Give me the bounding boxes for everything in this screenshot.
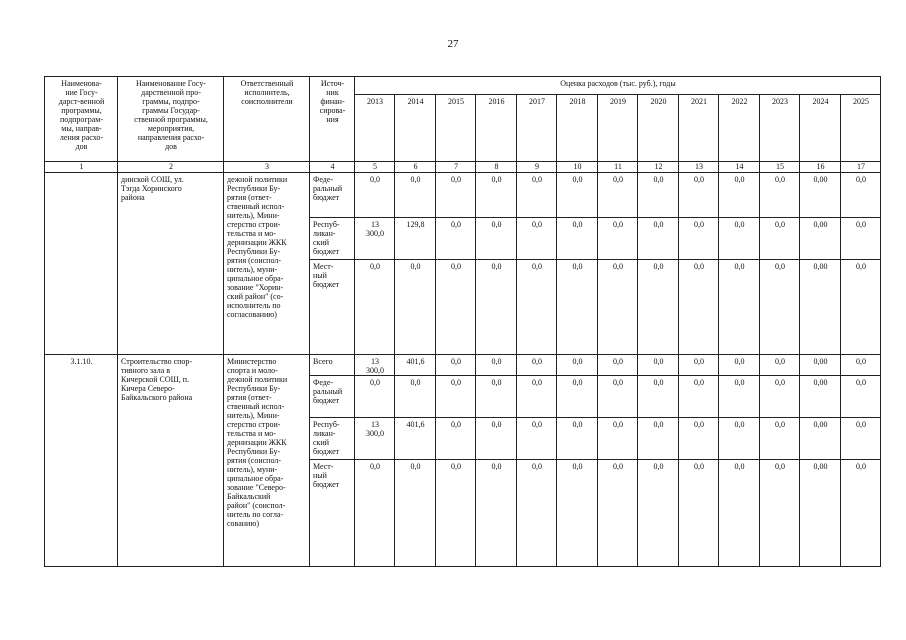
row-value: 0,00 <box>800 376 841 418</box>
column-number: 2 <box>118 162 224 173</box>
row-value: 0,0 <box>841 376 881 418</box>
row-funding-source: Феде- ральный бюджет <box>310 173 355 218</box>
row-value: 0,0 <box>557 173 598 218</box>
row-value: 0,0 <box>436 460 476 567</box>
row-value: 0,0 <box>841 418 881 460</box>
row-value: 0,0 <box>436 418 476 460</box>
column-number: 17 <box>841 162 881 173</box>
row-value: 0,0 <box>355 260 395 355</box>
row-value: 0,0 <box>679 218 719 260</box>
row-value: 0,00 <box>800 460 841 567</box>
row-value: 0,0 <box>679 376 719 418</box>
row-value: 0,0 <box>679 260 719 355</box>
row-code: 3.1.10. <box>45 355 118 567</box>
column-number: 7 <box>436 162 476 173</box>
header-year: 2019 <box>598 95 638 162</box>
header-executor: Ответственный исполнитель, соисполнители <box>224 77 310 162</box>
row-value: 0,0 <box>760 355 800 376</box>
row-value: 0,0 <box>395 173 436 218</box>
column-number: 14 <box>719 162 760 173</box>
row-value: 0,0 <box>598 418 638 460</box>
row-funding-source: Респуб- ликан- ский бюджет <box>310 418 355 460</box>
column-number: 1 <box>45 162 118 173</box>
row-value: 0,0 <box>679 418 719 460</box>
table-row <box>45 355 881 376</box>
row-value: 0,0 <box>598 460 638 567</box>
row-value: 401,6 <box>395 418 436 460</box>
row-value: 0,0 <box>719 460 760 567</box>
header-program-name: Наименова- ние Госу- дарст-венной программы, подпрограм- мы, направ- ления расхо- дов <box>45 77 118 162</box>
row-value: 0,0 <box>436 173 476 218</box>
row-value: 0,0 <box>436 376 476 418</box>
row-value: 0,0 <box>395 376 436 418</box>
row-value: 0,0 <box>841 218 881 260</box>
row-value: 0,0 <box>679 355 719 376</box>
column-number: 12 <box>638 162 679 173</box>
row-value: 401,6 <box>395 355 436 376</box>
row-value: 0,0 <box>517 173 557 218</box>
row-value: 0,0 <box>638 376 679 418</box>
header-year: 2013 <box>355 95 395 162</box>
row-value: 0,00 <box>800 218 841 260</box>
header-costs-title: Оценка расходов (тыс. руб.), годы <box>355 77 881 95</box>
row-value: 0,0 <box>760 218 800 260</box>
row-value: 0,0 <box>598 260 638 355</box>
row-value: 0,0 <box>395 460 436 567</box>
row-value: 0,0 <box>557 218 598 260</box>
row-value: 0,0 <box>476 376 517 418</box>
row-funding-source: Мест- ный бюджет <box>310 460 355 567</box>
row-value: 0,0 <box>719 376 760 418</box>
row-value: 129,8 <box>395 218 436 260</box>
column-number: 11 <box>598 162 638 173</box>
row-value: 0,0 <box>760 173 800 218</box>
column-number: 5 <box>355 162 395 173</box>
row-executor: Министерство спорта и моло- дежной политики Республики Бу- рятия (ответ- ственный испол- нитель), Мини- стерство строи- тельства и мо- дернизации ЖКК Республики Бу- рятия (соиспол- нитель), муни- ципальное обра- зование "Северо- Байкальский район" (соиспол- нитель по согла- сованию) <box>224 355 310 567</box>
row-value: 0,0 <box>679 460 719 567</box>
row-value: 0,0 <box>638 418 679 460</box>
row-value: 0,0 <box>638 260 679 355</box>
row-value: 0,0 <box>557 376 598 418</box>
row-value: 0,0 <box>598 218 638 260</box>
column-number: 13 <box>679 162 719 173</box>
header-year: 2017 <box>517 95 557 162</box>
row-value: 0,00 <box>800 173 841 218</box>
row-value: 0,0 <box>719 260 760 355</box>
row-value: 0,0 <box>476 355 517 376</box>
row-value: 0,0 <box>517 260 557 355</box>
header-year: 2014 <box>395 95 436 162</box>
column-number: 8 <box>476 162 517 173</box>
row-value: 0,0 <box>719 173 760 218</box>
row-value: 0,0 <box>557 260 598 355</box>
row-funding-source: Респуб- ликан- ский бюджет <box>310 218 355 260</box>
header-year: 2023 <box>760 95 800 162</box>
column-number: 3 <box>224 162 310 173</box>
header-funding-source: Источ- ник финан- сирова- ния <box>310 77 355 162</box>
row-value: 0,0 <box>598 376 638 418</box>
column-number: 6 <box>395 162 436 173</box>
row-value: 13 300,0 <box>355 355 395 376</box>
row-value: 0,0 <box>598 355 638 376</box>
row-value: 0,0 <box>395 260 436 355</box>
row-value: 0,0 <box>679 173 719 218</box>
row-value: 0,0 <box>760 418 800 460</box>
row-value: 0,0 <box>760 376 800 418</box>
row-value: 0,0 <box>638 460 679 567</box>
row-value: 0,00 <box>800 418 841 460</box>
row-value: 0,0 <box>638 173 679 218</box>
row-value: 0,00 <box>800 260 841 355</box>
row-value: 0,0 <box>517 418 557 460</box>
row-value: 0,0 <box>436 355 476 376</box>
row-value: 0,0 <box>638 355 679 376</box>
row-value: 0,0 <box>719 218 760 260</box>
row-value: 0,0 <box>517 355 557 376</box>
row-funding-source: Мест- ный бюджет <box>310 260 355 355</box>
row-value: 13 300,0 <box>355 418 395 460</box>
row-value: 0,0 <box>719 355 760 376</box>
row-value: 0,0 <box>476 260 517 355</box>
row-value: 0,0 <box>436 218 476 260</box>
header-year: 2016 <box>476 95 517 162</box>
row-value: 0,0 <box>841 173 881 218</box>
header-year: 2018 <box>557 95 598 162</box>
row-value: 0,0 <box>436 260 476 355</box>
row-value: 0,0 <box>476 418 517 460</box>
row-value: 13 300,0 <box>355 218 395 260</box>
row-event-name: динской СОШ, ул. Тэгда Хоринского района <box>118 173 224 355</box>
row-value: 0,0 <box>476 460 517 567</box>
header-event-name: Наименование Госу- дарственной про- граммы, подпро- граммы Государ- ственной программы, мероприятия, направления расхо- дов <box>118 77 224 162</box>
row-value: 0,0 <box>841 260 881 355</box>
table-row <box>45 173 881 218</box>
column-number: 10 <box>557 162 598 173</box>
row-value: 0,0 <box>517 376 557 418</box>
column-number: 15 <box>760 162 800 173</box>
row-funding-source: Всего <box>310 355 355 376</box>
column-number: 16 <box>800 162 841 173</box>
row-funding-source: Феде- ральный бюджет <box>310 376 355 418</box>
row-value: 0,0 <box>355 173 395 218</box>
row-value: 0,0 <box>557 355 598 376</box>
row-value: 0,0 <box>476 173 517 218</box>
row-value: 0,0 <box>557 460 598 567</box>
row-value: 0,0 <box>598 173 638 218</box>
header-year: 2020 <box>638 95 679 162</box>
row-value: 0,0 <box>517 460 557 567</box>
row-value: 0,0 <box>355 376 395 418</box>
row-value: 0,0 <box>557 418 598 460</box>
row-executor: дежной политики Республики Бу- рятия (ответ- ственный испол- нитель), Мини- стерство строи- тельства и мо- дернизации ЖКК Республики Бу- рятия (соиспол- нитель), муни- ципальное обра- зование "Хорин- ский район" (со- исполнитель по согласованию) <box>224 173 310 355</box>
budget-table <box>44 76 881 567</box>
row-value: 0,0 <box>760 460 800 567</box>
header-year: 2021 <box>679 95 719 162</box>
row-value: 0,0 <box>476 218 517 260</box>
header-year: 2015 <box>436 95 476 162</box>
row-value: 0,0 <box>638 218 679 260</box>
column-number: 9 <box>517 162 557 173</box>
row-value: 0,0 <box>719 418 760 460</box>
row-value: 0,0 <box>517 218 557 260</box>
row-value: 0,0 <box>760 260 800 355</box>
row-value: 0,0 <box>841 460 881 567</box>
header-year: 2025 <box>841 95 881 162</box>
page-number: 27 <box>447 38 459 50</box>
row-event-name: Строительство спор- тивного зала в Кичерской СОШ, п. Кичера Северо- Байкальского района <box>118 355 224 567</box>
row-code <box>45 173 118 355</box>
header-year: 2022 <box>719 95 760 162</box>
row-value: 0,0 <box>355 460 395 567</box>
row-value: 0,0 <box>841 355 881 376</box>
header-year: 2024 <box>800 95 841 162</box>
column-number: 4 <box>310 162 355 173</box>
row-value: 0,00 <box>800 355 841 376</box>
